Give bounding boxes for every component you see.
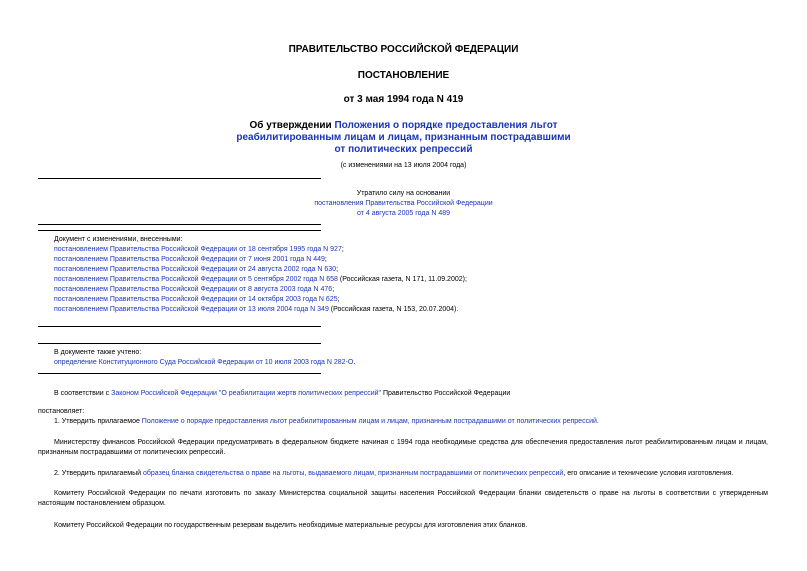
p2-post: , его описание и технические условия изготовления. [563,470,734,477]
preamble-post: Правительство Российской Федерации [381,390,511,397]
also-link[interactable]: определение Конституционного Суда Российской Федерации от 10 июля 2003 года N 282-О [54,359,354,366]
divider [38,230,321,231]
change-link[interactable]: постановлением Правительства Российской Федерации от 7 июня 2001 года N 449 [54,256,325,263]
p1-post: . [596,418,599,425]
document-title [0,120,807,156]
paragraph-reserves: Комитету Российской Федерации по государственным резервам выделить необходимые материальные ресурсы для изготовления этих бланков. [54,522,528,529]
change-link[interactable]: постановлением Правительства Российской Федерации от 18 сентября 1995 года N 927 [54,246,342,253]
title-link-line1[interactable]: Положения о порядке предоставления льгот [334,120,558,131]
void-line1: Утратило силу на основании [356,190,451,197]
divider [38,373,321,374]
preamble-pre: В соответствии с [54,390,112,397]
change-tail: ; [324,256,327,263]
p2-form-link[interactable]: образец бланка свидетельства о праве на льготы, выдаваемого лицам, признанным пострадавшими от политических репрессий [142,470,564,477]
change-item [54,265,754,275]
title-link-line2[interactable]: реабилитированным лицам и лицам, признанным пострадавшими [236,132,571,143]
p2-pre: 2. Утвердить прилагаемый [54,470,143,477]
changes-heading: Документ с изменениями, внесенными: [54,236,183,243]
also-item [54,358,754,368]
void-link-line2[interactable]: постановления Правительства Российской Федерации [314,200,493,207]
change-item [54,295,754,305]
preamble [54,389,774,399]
amendment-note: (с изменениями на 13 июля 2004 года) [340,162,467,169]
also-tail: . [353,359,356,366]
divider [38,178,321,179]
void-link-line3[interactable]: от 4 августа 2005 года N 489 [356,210,451,217]
void-notice [0,189,807,219]
change-tail: ; [332,286,335,293]
change-link[interactable]: постановлением Правительства Российской Федерации от 24 августа 2002 года N 630 [54,266,337,273]
preamble-law-link[interactable]: Законом Российской Федерации "О реабилитации жертв политических репрессий" [111,390,382,397]
change-item [54,255,754,265]
change-item [54,285,754,295]
paragraph-2 [54,469,774,479]
divider [38,224,321,225]
document-date-number: от 3 мая 1994 года N 419 [343,94,464,105]
document-type: ПОСТАНОВЛЕНИЕ [357,70,450,81]
change-tail: ; [341,246,344,253]
change-tail: (Российская газета, N 153, 20.07.2004). [328,306,459,313]
paragraph-1 [54,417,774,427]
divider [38,343,321,344]
also-heading: В документе также учтено: [54,349,142,356]
paragraph-finance: Министерству финансов Российской Федерации предусматривать в федеральном бюджете начиная с 1994 года необходимые средства для обеспечения предоставления льгот реабилитированным лицам и лицам, признанным пострадавшими от политических репрессий. [38,439,768,456]
changes-block [54,235,754,315]
also-considered-block [54,348,754,368]
change-link[interactable]: постановлением Правительства Российской Федерации от 14 октября 2003 года N 625 [54,296,338,303]
change-tail: ; [337,296,340,303]
title-link-line3[interactable]: от политических репрессий [334,144,473,155]
change-link[interactable]: постановлением Правительства Российской Федерации от 13 июля 2004 года N 349 [54,306,329,313]
change-link[interactable]: постановлением Правительства Российской Федерации от 8 августа 2003 года N 476 [54,286,333,293]
government-heading: ПРАВИТЕЛЬСТВО РОССИЙСКОЙ ФЕДЕРАЦИИ [288,44,519,55]
change-tail: (Российская газета, N 171, 11.09.2002); [337,276,467,283]
change-tail: ; [336,266,339,273]
resolves-text: постановляет: [38,408,85,415]
divider [38,326,321,327]
paragraph-press: Комитету Российской Федерации по печати изготовить по заказу Министерства социальной защиты населения Российской Федерации бланки свидетельств о праве на льготы в соответствии с утвержденным настоящим постановлением образцом. [38,490,768,507]
p1-pre: 1. Утвердить прилагаемое [54,418,142,425]
change-item [54,275,754,285]
change-item [54,305,754,315]
title-prefix: Об утверждении [249,120,335,131]
change-link[interactable]: постановлением Правительства Российской Федерации от 5 сентября 2002 года N 658 [54,276,338,283]
change-item [54,245,754,255]
p1-regulation-link[interactable]: Положение о порядке предоставления льгот реабилитированным лицам и лицам, признанным пострадавшими от политических репрессий [141,418,597,425]
